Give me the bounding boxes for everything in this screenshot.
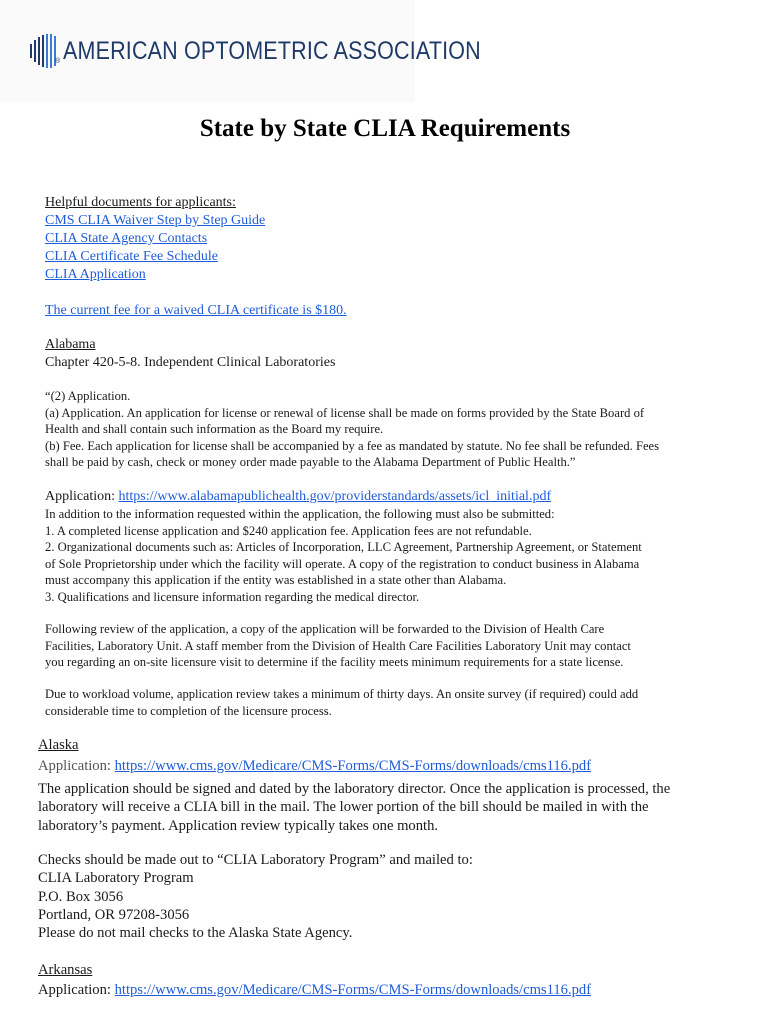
checks-line: P.O. Box 3056 xyxy=(38,888,124,905)
aoa-logo[interactable] xyxy=(29,34,549,68)
checks-line: CLIA Laboratory Program xyxy=(38,870,194,887)
helpful-heading: Helpful documents for applicants: xyxy=(45,195,236,210)
alabama-chapter: Chapter 420-5-8. Independent Clinical Laboratories xyxy=(45,355,336,370)
page-title: State by State CLIA Requirements xyxy=(199,115,571,142)
requirement-line: 2. Organizational documents such as: Articles of Incorporation, LLC Agreement, Partnership Agreement, or Statement xyxy=(45,540,642,554)
quote-line: “(2) Application. xyxy=(45,389,131,403)
fee-schedule-link[interactable]: CLIA Certificate Fee Schedule xyxy=(45,249,218,264)
waiver-guide-link[interactable]: CMS CLIA Waiver Step by Step Guide xyxy=(45,213,266,228)
process-line: laboratory will receive a CLIA bill in the mail. The lower portion of the bill should be mailed in with the xyxy=(38,799,649,816)
fee-note[interactable] xyxy=(45,302,715,320)
application-label: Application: xyxy=(38,758,115,775)
alaska-section xyxy=(38,736,708,776)
workload-line: considerable time to completion of the licensure process. xyxy=(45,703,332,718)
alabama-application xyxy=(45,488,715,506)
quote-line: (a) Application. An application for license or renewal of license shall be made on forms provided by the State Board of xyxy=(45,405,645,420)
alabama-workload xyxy=(45,686,715,719)
alabama-requirements xyxy=(45,506,715,605)
requirement-line: In addition to the information requested within the application, the following must also be submitted: xyxy=(45,507,555,521)
checks-line: Portland, OR 97208-3056 xyxy=(38,906,190,923)
requirement-line: 1. A completed license application and $240 application fee. Application fees are not refundable. xyxy=(45,523,532,538)
arkansas-application-link[interactable]: https://www.cms.gov/Medicare/CMS-Forms/CMS-Forms/downloads/cms116.pdf xyxy=(114,982,592,999)
state-heading-arkansas: Arkansas xyxy=(38,962,93,978)
alabama-review xyxy=(45,621,715,671)
alabama-section xyxy=(45,336,715,372)
checks-line: Checks should be made out to “CLIA Laboratory Program” and mailed to: xyxy=(38,852,473,868)
review-line: Following review of the application, a copy of the application will be forwarded to the Division of Health Care xyxy=(45,622,605,636)
state-heading-alabama: Alabama xyxy=(45,337,96,352)
quote-line: Health and shall contain such information as the Board my require. xyxy=(45,422,384,436)
checks-line: Please do not mail checks to the Alaska State Agency. xyxy=(38,925,353,942)
requirement-line: 3. Qualifications and licensure information regarding the medical director. xyxy=(45,589,420,604)
application-label: Application: xyxy=(38,982,115,999)
requirement-line: of Sole Proprietorship under which the facility will operate. A copy of the registration to conduct business in Alabama xyxy=(45,556,640,571)
state-agency-contacts-link[interactable]: CLIA State Agency Contacts xyxy=(45,231,208,246)
arkansas-section xyxy=(38,961,708,1000)
registered-mark: ® xyxy=(55,58,61,65)
application-label: Application: xyxy=(45,489,119,504)
review-line: you regarding an on-site licensure visit to determine if the facility meets minimum requirements for a state license. xyxy=(45,655,624,669)
quote-line: (b) Fee. Each application for license shall be accompanied by a fee as mandated by statute. No fee shall be refunded. Fees xyxy=(45,438,660,453)
quote-line: shall be paid by cash, check or money order made payable to the Alabama Department of Public Health.” xyxy=(45,455,576,469)
alabama-quote xyxy=(45,388,715,471)
workload-line: Due to workload volume, application review takes a minimum of thirty days. An onsite survey (if required) could add xyxy=(45,687,639,701)
process-line: laboratory’s payment. Application review typically takes one month. xyxy=(38,817,439,834)
clia-application-link[interactable]: CLIA Application xyxy=(45,267,146,282)
review-line: Facilities, Laboratory Unit. A staff member from the Division of Health Care Facilities Laboratory Unit may contact xyxy=(45,638,631,653)
fee-note-link[interactable]: The current fee for a waived CLIA certificate is $180. xyxy=(45,303,347,318)
requirement-line: must accompany this application if the entity was established in a state other than Alabama. xyxy=(45,573,507,587)
helpful-documents xyxy=(45,194,715,284)
alabama-application-link[interactable]: https://www.alabamapublichealth.gov/providerstandards/assets/icl_initial.pdf xyxy=(118,489,552,504)
org-name: AMERICAN OPTOMETRIC ASSOCIATION xyxy=(63,36,481,65)
state-heading-alaska: Alaska xyxy=(38,737,79,753)
alaska-checks xyxy=(38,851,708,942)
alaska-application-link[interactable]: https://www.cms.gov/Medicare/CMS-Forms/CMS-Forms/downloads/cms116.pdf xyxy=(114,758,592,775)
alaska-process xyxy=(38,780,708,835)
process-line: The application should be signed and dated by the laboratory director. Once the application is processed, the xyxy=(38,781,671,797)
